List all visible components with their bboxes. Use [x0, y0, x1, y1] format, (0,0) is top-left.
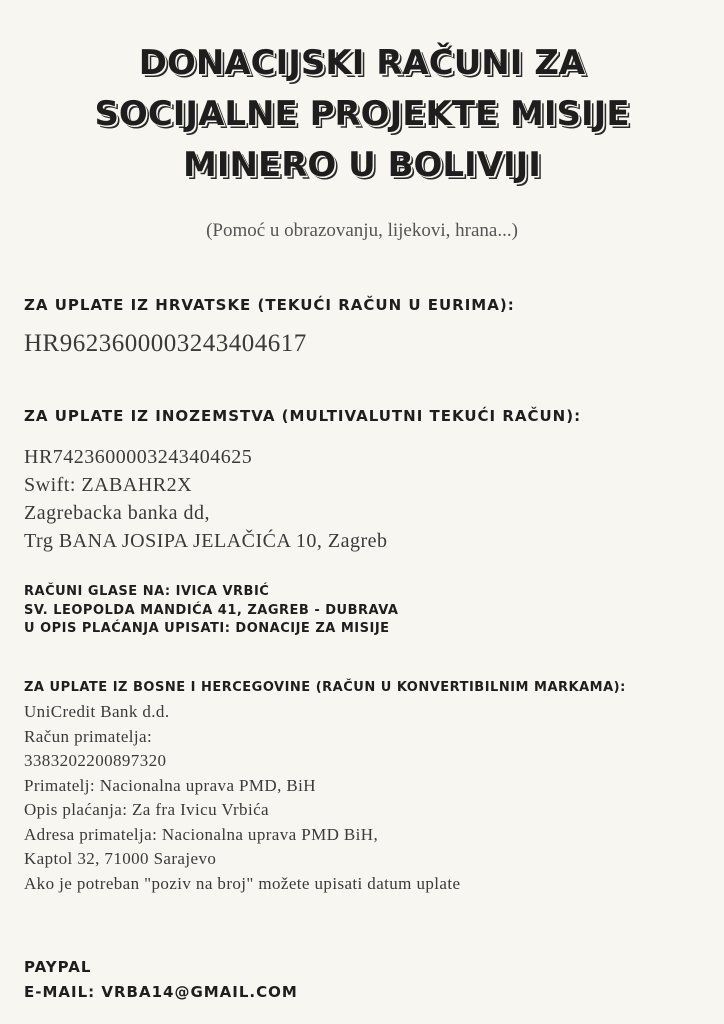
bosnia-line: UniCredit Bank d.d. [24, 702, 170, 721]
paypal-label: PAYPAL [24, 958, 92, 976]
holder-line: U OPIS PLAĆANJA UPISATI: DONACIJE ZA MISIJE [24, 621, 390, 636]
account-holder [24, 583, 398, 639]
bosnia-heading: ZA UPLATE IZ BOSNE I HERCEGOVINE (RAČUN U KONVERTIBILNIM MARKAMA): [24, 680, 626, 695]
subtitle: (Pomoć u obrazovanju, lijekovi, hrana...) [206, 220, 518, 241]
title-line-3: MINERO U BOLIVIJI [183, 145, 541, 185]
abroad-details [24, 443, 388, 555]
bosnia-line: 3383202200897320 [24, 751, 167, 770]
abroad-address: Trg BANA JOSIPA JELAČIĆA 10, Zagreb [24, 530, 388, 552]
title-line-2: SOCIJALNE PROJEKTE MISIJE [94, 94, 630, 134]
paypal-section [24, 955, 298, 1005]
croatia-heading: ZA UPLATE IZ HRVATSKE (TEKUĆI RAČUN U EURIMA): [24, 296, 515, 314]
bosnia-line: Opis plaćanja: Za fra Ivicu Vrbića [24, 800, 269, 819]
title-line-1: DONACIJSKI RAČUNI ZA [138, 43, 586, 83]
abroad-iban: HR7423600003243404625 [24, 446, 253, 468]
abroad-swift: Swift: ZABAHR2X [24, 474, 193, 496]
abroad-bank: Zagrebacka banka dd, [24, 502, 211, 524]
bosnia-line: Kaptol 32, 71000 Sarajevo [24, 849, 217, 868]
bosnia-line: Primatelj: Nacionalna uprava PMD, BiH [24, 775, 316, 795]
holder-line: RAČUNI GLASE NA: IVICA VRBIĆ [24, 584, 270, 599]
croatia-iban: HR9623600003243404617 [24, 330, 307, 357]
bosnia-line: Račun primatelja: [24, 726, 153, 746]
bosnia-line: Adresa primatelja: Nacionalna uprava PMD BiH, [24, 824, 379, 844]
bosnia-details [24, 700, 460, 896]
abroad-heading: ZA UPLATE IZ INOZEMSTVA (MULTIVALUTNI TEKUĆI RAČUN): [24, 407, 582, 425]
bosnia-line: Ako je potreban "poziv na broj" možete upisati datum uplate [24, 873, 461, 893]
holder-line: SV. LEOPOLDA MANDIĆA 41, ZAGREB - DUBRAVA [24, 602, 399, 618]
paypal-email: E-MAIL: VRBA14@GMAIL.COM [24, 983, 298, 1001]
page-title [0, 38, 724, 191]
